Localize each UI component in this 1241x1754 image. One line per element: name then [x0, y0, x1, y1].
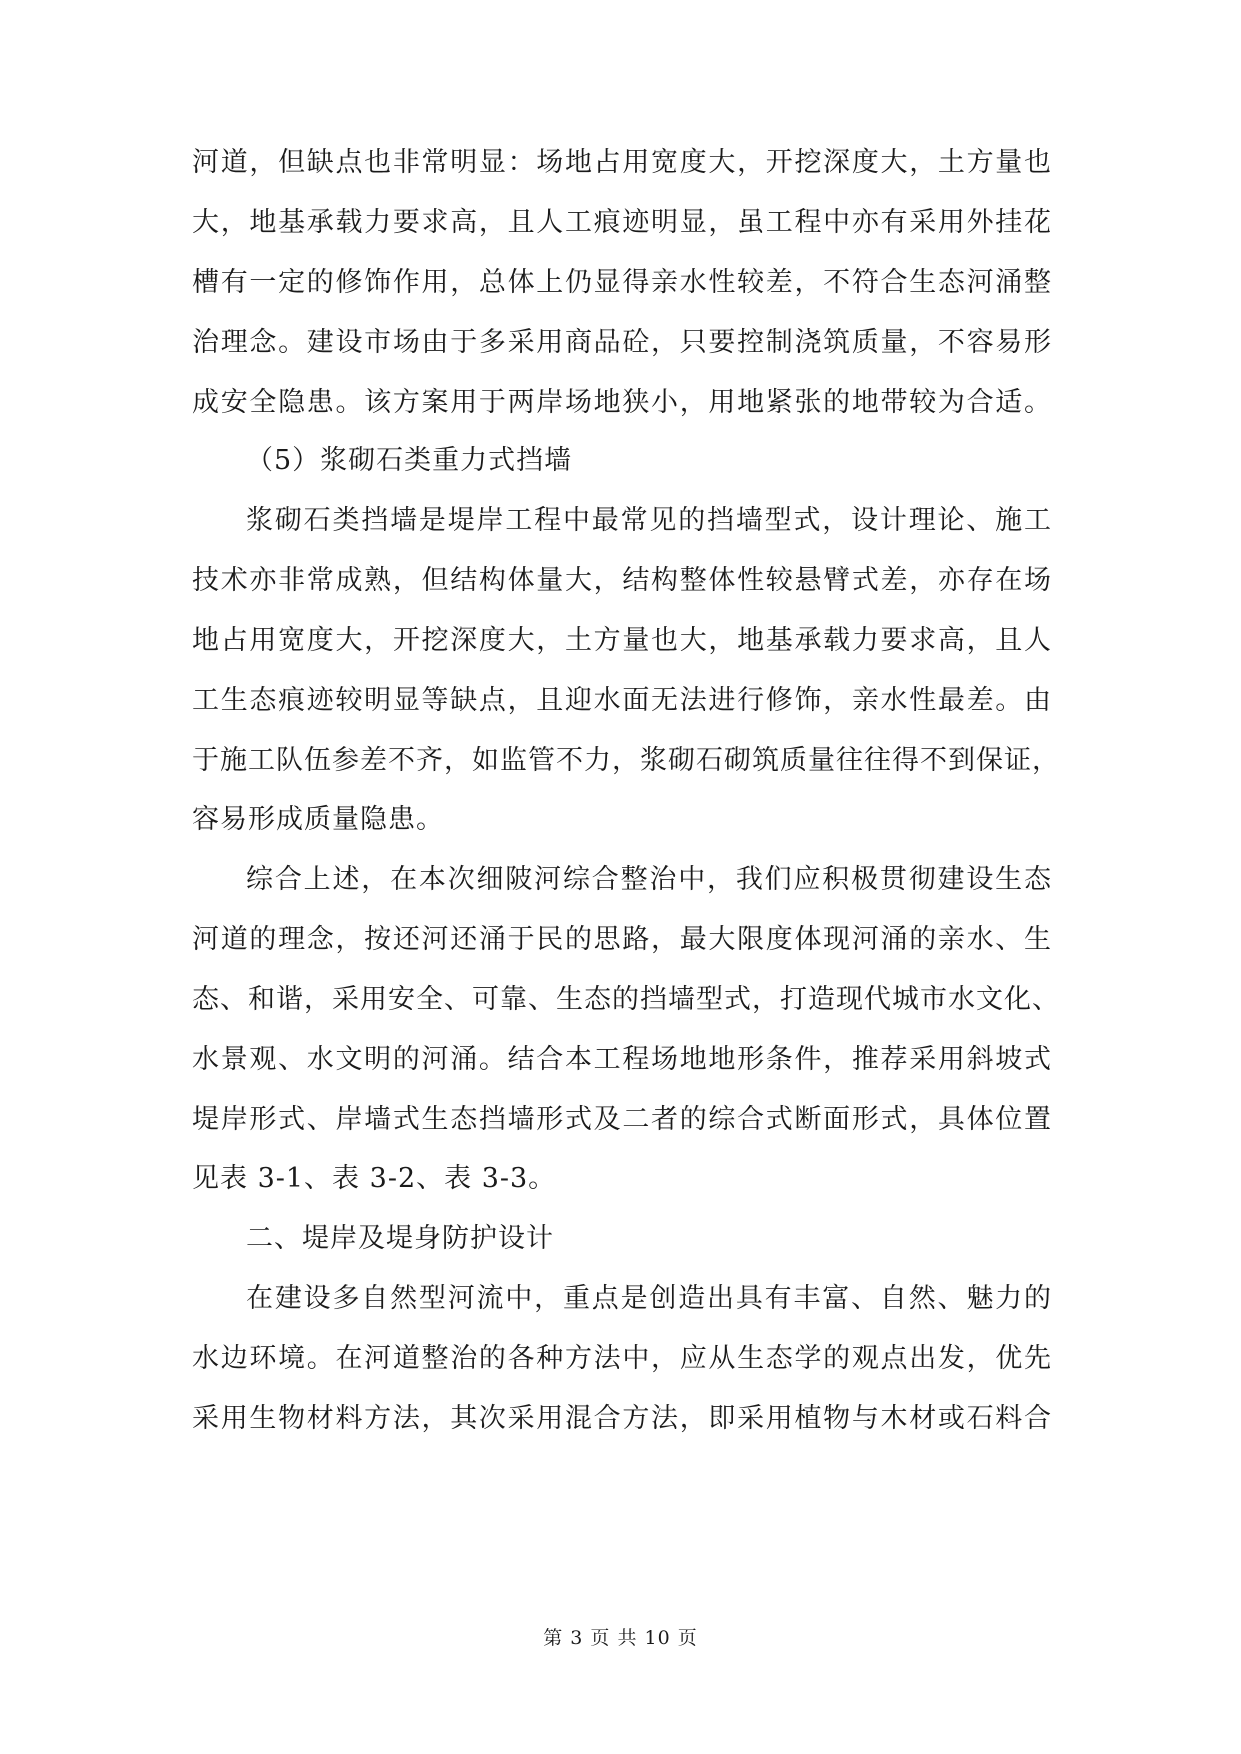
- paragraph-line: 河道的理念，按还河还涌于民的思路，最大限度体现河涌的亲水、生: [192, 924, 1052, 955]
- paragraph-line: 治理念。建设市场由于多采用商品砼，只要控制浇筑质量，不容易形: [192, 327, 1052, 358]
- paragraph-line: 河道，但缺点也非常明显：场地占用宽度大，开挖深度大，土方量也: [192, 147, 1052, 178]
- paragraph-line: 成安全隐患。该方案用于两岸场地狭小，用地紧张的地带较为合适。: [192, 387, 1052, 418]
- paragraph-line: 地占用宽度大，开挖深度大，土方量也大，地基承载力要求高，且人: [192, 625, 1052, 656]
- paragraph-line: 水边环境。在河道整治的各种方法中，应从生态学的观点出发，优先: [192, 1343, 1052, 1374]
- section-heading: （5）浆砌石类重力式挡墙: [246, 445, 573, 476]
- paragraph-line: 堤岸形式、岸墙式生态挡墙形式及二者的综合式断面形式，具体位置: [192, 1104, 1052, 1135]
- paragraph-line: 水景观、水文明的河涌。结合本工程场地地形条件，推荐采用斜坡式: [192, 1044, 1052, 1075]
- paragraph-line: 大，地基承载力要求高，且人工痕迹明显，虽工程中亦有采用外挂花: [192, 207, 1052, 238]
- paragraph-line: 浆砌石类挡墙是堤岸工程中最常见的挡墙型式，设计理论、施工: [246, 505, 1052, 536]
- paragraph-line: 工生态痕迹较明显等缺点，且迎水面无法进行修饰，亲水性最差。由: [192, 685, 1052, 716]
- paragraph-line: 综合上述，在本次细陂河综合整治中，我们应积极贯彻建设生态: [246, 864, 1052, 895]
- section-heading: 二、堤岸及堤身防护设计: [246, 1223, 554, 1254]
- page-number-footer: 第 3 页 共 10 页: [543, 1627, 698, 1649]
- paragraph-line: 容易形成质量隐患。: [192, 804, 444, 835]
- paragraph-line: 见表 3-1、表 3-2、表 3-3。: [192, 1163, 557, 1194]
- paragraph-line: 于施工队伍参差不齐，如监管不力，浆砌石砌筑质量往往得不到保证，: [192, 745, 1060, 776]
- paragraph-line: 采用生物材料方法，其次采用混合方法，即采用植物与木材或石料合: [192, 1403, 1052, 1434]
- paragraph-line: 态、和谐，采用安全、可靠、生态的挡墙型式，打造现代城市水文化、: [192, 984, 1060, 1015]
- paragraph-line: 槽有一定的修饰作用，总体上仍显得亲水性较差，不符合生态河涌整: [192, 267, 1052, 298]
- paragraph-line: 在建设多自然型河流中，重点是创造出具有丰富、自然、魅力的: [246, 1283, 1052, 1314]
- paragraph-line: 技术亦非常成熟，但结构体量大，结构整体性较悬臂式差，亦存在场: [192, 565, 1052, 596]
